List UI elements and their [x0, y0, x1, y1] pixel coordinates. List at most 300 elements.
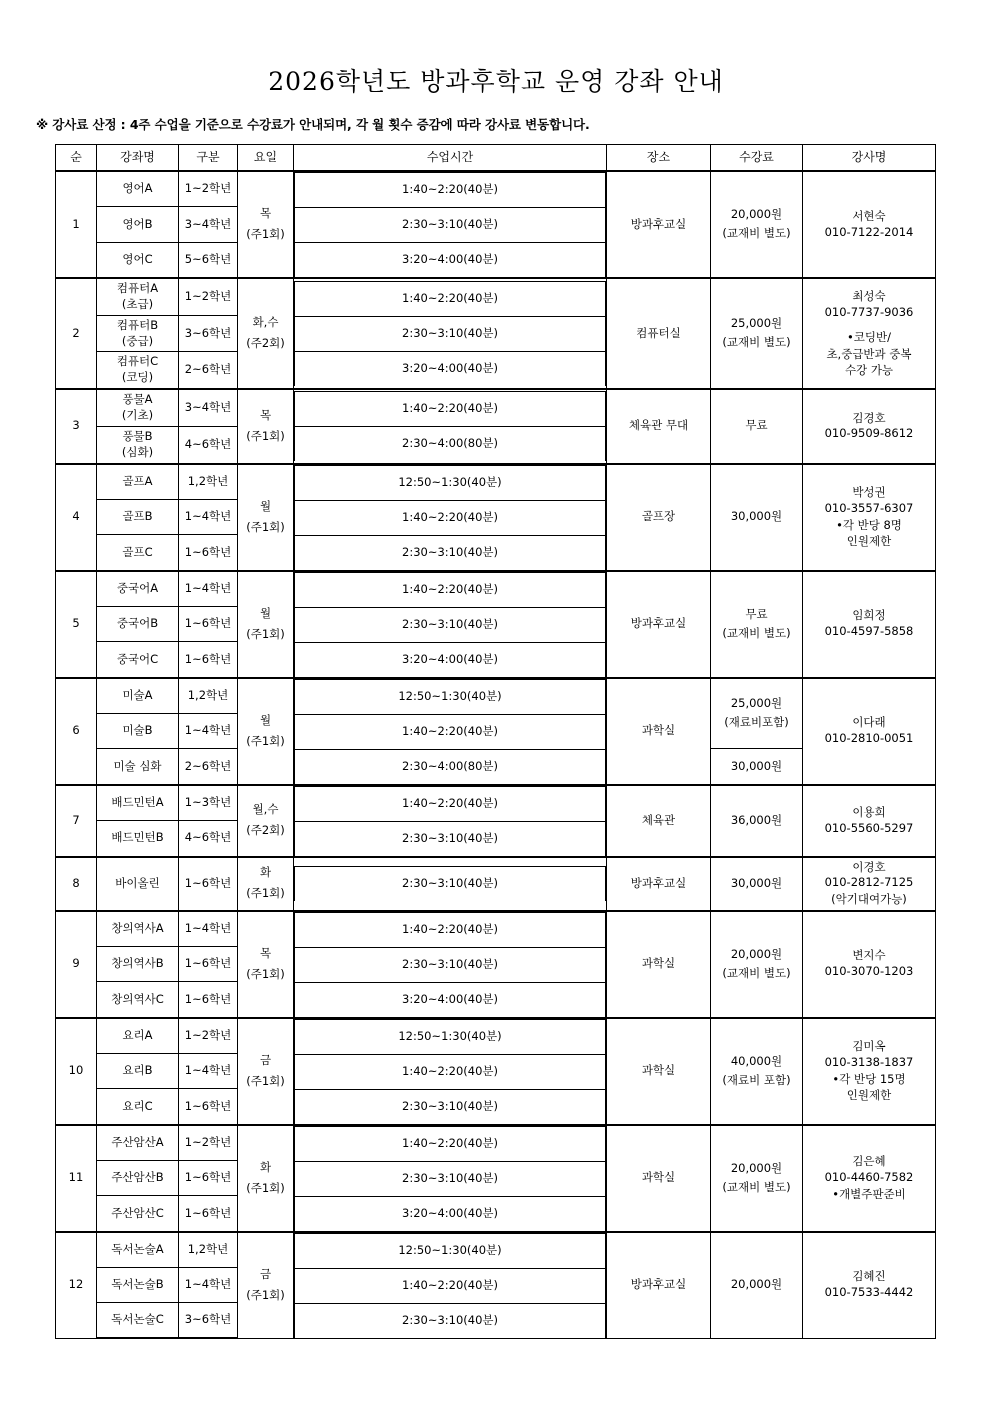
course-place: 방과후교실 [607, 571, 711, 678]
course-name [97, 1196, 179, 1232]
course-fee [711, 278, 803, 389]
course-name [97, 426, 179, 463]
course-fee [711, 464, 803, 571]
instructor-name: 김은혜 [852, 1154, 886, 1169]
class-time: 2:30~3:10(40분) [295, 208, 606, 243]
course-name-main: 요리C [122, 1098, 153, 1113]
schedule-table-wrap [0, 133, 992, 1339]
course-name [97, 678, 179, 714]
instructor [803, 1232, 936, 1339]
course-name-main: 독서논술C [111, 1312, 164, 1327]
course-grade: 1~6학년 [179, 642, 238, 678]
course-fee-note: (재료비포함) [724, 715, 789, 729]
course-name [97, 1053, 179, 1089]
course-name-main: 배드민턴B [111, 830, 164, 845]
course-fee-amount: 무료 [745, 606, 768, 621]
course-grade: 3~6학년 [179, 1303, 238, 1339]
course-day-name: 목 [259, 945, 272, 960]
course-name [97, 785, 179, 821]
instructor [803, 464, 936, 571]
instructor-name: 임희정 [852, 608, 886, 623]
class-time: 1:40~2:20(40분) [295, 1054, 606, 1089]
instructor [803, 278, 936, 389]
fee-calculation-note: ※ 강사료 산정 : 4주 수업을 기준으로 수강료가 안내되며, 각 월 횟수 증감에 따라 강사료 변동합니다. [36, 117, 590, 132]
course-name-main: 골프B [122, 509, 153, 524]
course-fee [711, 389, 803, 463]
course-day [238, 1018, 294, 1125]
course-grade: 2~6학년 [179, 352, 238, 389]
course-fee [711, 911, 803, 1018]
course-name [97, 606, 179, 642]
course-name [97, 982, 179, 1018]
class-time: 2:30~3:10(40분) [295, 317, 606, 352]
course-day-name: 금 [259, 1266, 272, 1281]
course-day [238, 1232, 294, 1339]
class-time-row [295, 282, 606, 317]
header-teacher: 강사명 [803, 145, 936, 172]
instructor [803, 389, 936, 463]
course-name [97, 911, 179, 947]
course-grade: 1~6학년 [179, 982, 238, 1018]
course-name-main: 배드민턴A [111, 794, 164, 809]
course-grade: 1~4학년 [179, 499, 238, 535]
table-head [56, 145, 936, 172]
course-name [97, 352, 179, 389]
course-name [97, 821, 179, 857]
class-time-row [295, 1233, 606, 1268]
course-grade: 1~2학년 [179, 171, 238, 207]
course-day-frequency: (주1회) [246, 1180, 285, 1195]
class-time-row [295, 1089, 606, 1124]
course-name-main: 요리A [122, 1027, 153, 1042]
course-name [97, 207, 179, 243]
course-day-frequency: (주1회) [246, 1073, 285, 1088]
course-day-name: 월 [259, 605, 272, 620]
row-number: 11 [56, 1125, 97, 1232]
course-name-level: (중급) [121, 333, 154, 348]
course-name-main: 영어B [122, 216, 153, 231]
course-name-main: 풍물A [122, 392, 153, 407]
header-day: 요일 [238, 145, 294, 172]
course-fee-note: (교재비 별도) [722, 335, 791, 350]
class-time-row [295, 607, 606, 642]
header-grade: 구분 [179, 145, 238, 172]
course-day-name: 화 [259, 1159, 272, 1174]
class-time-row [295, 1126, 606, 1161]
course-name-main: 바이올린 [115, 875, 160, 890]
instructor-note: •코딩반/ 초,중급반과 중복 수강 가능 [826, 330, 912, 378]
course-name [97, 1267, 179, 1303]
row-number: 4 [56, 464, 97, 571]
class-time: 1:40~2:20(40분) [295, 572, 606, 607]
class-time: 3:20~4:00(40분) [295, 243, 606, 278]
class-time-row [295, 1161, 606, 1196]
class-time: 1:40~2:20(40분) [295, 500, 606, 535]
class-time: 2:30~3:10(40분) [295, 1161, 606, 1196]
row-number: 7 [56, 785, 97, 857]
course-name [97, 1089, 179, 1125]
course-day-name: 월 [259, 712, 272, 727]
class-time-row [295, 947, 606, 982]
instructor-name: 서현숙 [852, 208, 886, 223]
course-name [97, 946, 179, 982]
course-name [97, 1125, 179, 1161]
instructor-name: 박성권 [852, 484, 886, 499]
class-time-list [294, 572, 606, 677]
course-name-main: 중국어C [116, 651, 159, 666]
course-fee-amount: 40,000원 [730, 1053, 783, 1068]
course-day-name: 목 [259, 206, 272, 221]
class-time: 3:20~4:00(40분) [295, 352, 606, 387]
class-time: 3:20~4:00(40분) [295, 1196, 606, 1231]
course-day [238, 389, 294, 463]
course-name-main: 요리B [122, 1063, 153, 1078]
course-fee-amount: 30,000원 [730, 875, 783, 890]
course-schedule-table [55, 144, 936, 1339]
course-day [238, 1125, 294, 1232]
course-day-name: 화,수 [252, 315, 279, 330]
class-time-group [294, 1125, 607, 1232]
instructor [803, 785, 936, 857]
class-time-row [295, 786, 606, 821]
header-time: 수업시간 [294, 145, 607, 172]
course-name-level: (기초) [121, 408, 154, 423]
class-time: 2:30~3:10(40분) [295, 1303, 606, 1338]
course-fee-note: (교재비 별도) [722, 965, 791, 980]
course-fee-amount: 20,000원 [730, 207, 783, 222]
class-time-group [294, 278, 607, 389]
course-day-frequency: (주2회) [246, 823, 285, 838]
course-grade: 1~6학년 [179, 535, 238, 571]
course-fee [711, 171, 803, 278]
course-grade: 1~6학년 [179, 946, 238, 982]
course-fee [711, 857, 803, 911]
class-time: 2:30~4:00(80분) [295, 749, 606, 784]
instructor-phone: 010-2812-7125 [824, 875, 914, 890]
table-row [56, 678, 936, 714]
course-name [97, 749, 179, 785]
instructor-phone: 010-3138-1837 [824, 1054, 914, 1069]
class-time-group [294, 571, 607, 678]
course-day-name: 월 [259, 498, 272, 513]
table-header-row [56, 145, 936, 172]
class-time-list [294, 912, 606, 1017]
course-name-main: 미술A [122, 687, 153, 702]
course-grade: 1,2학년 [179, 1232, 238, 1268]
row-number: 1 [56, 171, 97, 278]
course-grade: 1~6학년 [179, 606, 238, 642]
table-row [56, 1125, 936, 1161]
class-time-group [294, 678, 607, 785]
instructor-name: 변지수 [852, 948, 886, 963]
class-time: 1:40~2:20(40분) [295, 714, 606, 749]
class-time-row [295, 572, 606, 607]
class-time-row [295, 982, 606, 1017]
row-number: 12 [56, 1232, 97, 1339]
instructor-phone: 010-4597-5858 [824, 624, 914, 639]
course-day-frequency: (주1회) [246, 519, 285, 534]
course-place: 컴퓨터실 [607, 278, 711, 389]
course-fee [711, 785, 803, 857]
header-no: 순 [56, 145, 97, 172]
instructor-phone: 010-7533-4442 [824, 1285, 914, 1300]
instructor [803, 1018, 936, 1125]
course-day [238, 278, 294, 389]
course-fee-note: (재료비 포함) [722, 1072, 791, 1087]
row-number: 3 [56, 389, 97, 463]
table-body [56, 171, 936, 1338]
class-time-group [294, 464, 607, 571]
course-grade: 3~4학년 [179, 207, 238, 243]
course-day-name: 화 [259, 865, 272, 880]
class-time-row [295, 867, 606, 902]
course-day-frequency: (주2회) [246, 336, 285, 351]
course-place: 체육관 [607, 785, 711, 857]
course-name [97, 1160, 179, 1196]
course-name-level: (코딩) [121, 370, 154, 385]
course-day-frequency: (주1회) [246, 733, 285, 748]
class-time-group [294, 389, 607, 463]
header-place: 장소 [607, 145, 711, 172]
class-time-list [294, 786, 606, 856]
course-grade: 1~6학년 [179, 1196, 238, 1232]
instructor-name: 김미옥 [852, 1038, 886, 1053]
instructor-name: 이경호 [852, 859, 886, 874]
course-name-main: 독서논술B [111, 1276, 164, 1291]
course-day-frequency: (주1회) [246, 227, 285, 241]
course-grade: 1~6학년 [179, 857, 238, 911]
class-time: 1:40~2:20(40분) [295, 392, 606, 427]
row-number: 10 [56, 1018, 97, 1125]
course-name [97, 535, 179, 571]
course-grade: 1~4학년 [179, 1267, 238, 1303]
class-time-row [295, 1019, 606, 1054]
course-grade: 1~4학년 [179, 571, 238, 607]
course-name [97, 242, 179, 278]
class-time: 12:50~1:30(40분) [295, 465, 606, 500]
instructor [803, 171, 936, 278]
course-grade: 1~2학년 [179, 1125, 238, 1161]
course-name [97, 857, 179, 911]
class-time: 3:20~4:00(40분) [295, 642, 606, 677]
course-day [238, 678, 294, 785]
course-grade: 3~4학년 [179, 389, 238, 426]
instructor [803, 857, 936, 911]
course-name-main: 풍물B [122, 428, 153, 443]
class-time: 2:30~4:00(80분) [295, 427, 606, 462]
course-name-main: 골프A [122, 473, 153, 488]
course-place: 과학실 [607, 911, 711, 1018]
course-name-level: (심화) [121, 444, 154, 459]
course-name-main: 창의역사C [111, 991, 164, 1006]
table-row [56, 389, 936, 426]
table-row [56, 278, 936, 315]
course-name-main: 주산암산A [111, 1134, 164, 1149]
instructor-phone: 010-7737-9036 [824, 304, 914, 319]
course-grade: 1~2학년 [179, 278, 238, 315]
class-time: 1:40~2:20(40분) [295, 912, 606, 947]
instructor-name: 김경호 [852, 410, 886, 425]
instructor [803, 678, 936, 785]
class-time: 2:30~3:10(40분) [295, 1089, 606, 1124]
course-day [238, 911, 294, 1018]
course-grade: 1,2학년 [179, 678, 238, 714]
class-time: 2:30~3:10(40분) [295, 821, 606, 856]
course-day-name: 목 [259, 408, 272, 423]
instructor-phone: 010-4460-7582 [824, 1169, 914, 1184]
course-grade: 1~4학년 [179, 1053, 238, 1089]
course-grade: 1~6학년 [179, 1089, 238, 1125]
class-time: 1:40~2:20(40분) [295, 282, 606, 317]
table-row [56, 171, 936, 207]
class-time-row [295, 465, 606, 500]
class-time: 1:40~2:20(40분) [295, 1126, 606, 1161]
class-time: 3:20~4:00(40분) [295, 982, 606, 1017]
course-name-main: 영어A [122, 181, 153, 196]
course-fee [711, 1125, 803, 1232]
instructor [803, 1125, 936, 1232]
course-name-main: 주산암산B [111, 1170, 164, 1185]
course-fee [711, 1232, 803, 1339]
class-time-list [294, 391, 606, 461]
table-row [56, 785, 936, 821]
course-fee-amount: 무료 [745, 418, 768, 433]
class-time: 2:30~3:10(40분) [295, 535, 606, 570]
course-grade: 3~6학년 [179, 315, 238, 352]
class-time-group [294, 171, 607, 278]
course-day [238, 571, 294, 678]
class-time: 1:40~2:20(40분) [295, 173, 606, 208]
class-time-row [295, 208, 606, 243]
instructor-name: 이다래 [852, 715, 886, 730]
course-day-frequency: (주1회) [246, 1287, 285, 1302]
course-grade: 1~4학년 [179, 713, 238, 749]
header-course: 강좌명 [97, 145, 179, 172]
instructor-phone: 010-3557-6307 [824, 500, 914, 515]
class-time-group [294, 911, 607, 1018]
class-time-row [295, 1268, 606, 1303]
course-name [97, 642, 179, 678]
course-place: 골프장 [607, 464, 711, 571]
instructor-note: •각 반당 8명 인원제한 [836, 517, 902, 548]
course-name [97, 171, 179, 207]
course-name [97, 1303, 179, 1339]
course-fee-note: (교재비 별도) [722, 625, 791, 640]
course-name [97, 464, 179, 500]
course-fee-amount: 25,000원 [730, 316, 783, 331]
course-name-main: 컴퓨터C [116, 354, 159, 369]
course-grade: 4~6학년 [179, 821, 238, 857]
course-fee-amount: 36,000원 [730, 812, 783, 827]
table-row [56, 1018, 936, 1054]
course-place: 과학실 [607, 1018, 711, 1125]
course-place: 체육관 무대 [607, 389, 711, 463]
class-time-row [295, 642, 606, 677]
class-time: 12:50~1:30(40분) [295, 1019, 606, 1054]
class-time-list [294, 465, 606, 570]
class-time-row [295, 427, 606, 462]
class-time: 2:30~3:10(40분) [295, 867, 606, 902]
instructor-name: 이용희 [852, 804, 886, 819]
course-fee-amount: 25,000원 [730, 696, 783, 711]
row-number: 5 [56, 571, 97, 678]
class-time-group [294, 785, 607, 857]
class-time: 2:30~3:10(40분) [295, 947, 606, 982]
instructor-name: 김혜진 [852, 1269, 886, 1284]
class-time-row [295, 243, 606, 278]
course-name-main: 컴퓨터B [116, 317, 159, 332]
course-name [97, 713, 179, 749]
class-time-row [295, 679, 606, 714]
class-time-group [294, 857, 607, 911]
class-time-list [294, 1019, 606, 1124]
instructor-phone: 010-3070-1203 [824, 964, 914, 979]
course-name-main: 미술B [122, 723, 153, 738]
course-grade: 4~6학년 [179, 426, 238, 463]
class-time: 1:40~2:20(40분) [295, 1268, 606, 1303]
row-number: 2 [56, 278, 97, 389]
course-fee [711, 678, 803, 749]
course-grade: 1,2학년 [179, 464, 238, 500]
course-place: 방과후교실 [607, 1232, 711, 1339]
class-time: 12:50~1:30(40분) [295, 679, 606, 714]
course-name-main: 중국어B [116, 616, 159, 631]
course-grade: 5~6학년 [179, 242, 238, 278]
course-place: 과학실 [607, 1125, 711, 1232]
course-day [238, 171, 294, 278]
class-time-row [295, 1054, 606, 1089]
course-fee-note: (교재비 별도) [722, 1179, 791, 1194]
course-grade: 2~6학년 [179, 749, 238, 785]
course-day-name: 금 [259, 1052, 272, 1067]
table-row [56, 464, 936, 500]
course-day-name: 월,수 [252, 802, 279, 817]
class-time-list [294, 281, 606, 386]
instructor-phone: 010-9509-8612 [824, 426, 914, 441]
course-name [97, 1018, 179, 1054]
course-name [97, 315, 179, 352]
course-fee-amount: 20,000원 [730, 946, 783, 961]
course-name-main: 중국어A [116, 580, 159, 595]
instructor-phone: 010-7122-2014 [824, 224, 914, 239]
instructor-note: •개별주판준비 [832, 1186, 906, 1201]
course-day-frequency: (주1회) [246, 428, 285, 443]
class-time-list [294, 1233, 606, 1338]
course-place: 방과후교실 [607, 857, 711, 911]
instructor [803, 911, 936, 1018]
table-row [56, 571, 936, 607]
course-day-frequency: (주1회) [246, 626, 285, 641]
class-time-row [295, 912, 606, 947]
class-time-row [295, 535, 606, 570]
course-place: 방과후교실 [607, 171, 711, 278]
course-name-main: 영어C [122, 251, 153, 266]
class-time-list [294, 866, 606, 901]
course-grade: 1~6학년 [179, 1160, 238, 1196]
class-time-list [294, 172, 606, 277]
instructor-name: 최성숙 [852, 288, 886, 303]
instructor-note: (악기대여가능) [831, 892, 907, 907]
class-time-row [295, 392, 606, 427]
class-time-row [295, 317, 606, 352]
course-name-main: 주산암산C [111, 1205, 164, 1220]
course-name [97, 1232, 179, 1268]
course-day [238, 464, 294, 571]
course-name [97, 499, 179, 535]
table-row [56, 911, 936, 947]
class-time-group [294, 1232, 607, 1339]
course-grade: 1~4학년 [179, 911, 238, 947]
